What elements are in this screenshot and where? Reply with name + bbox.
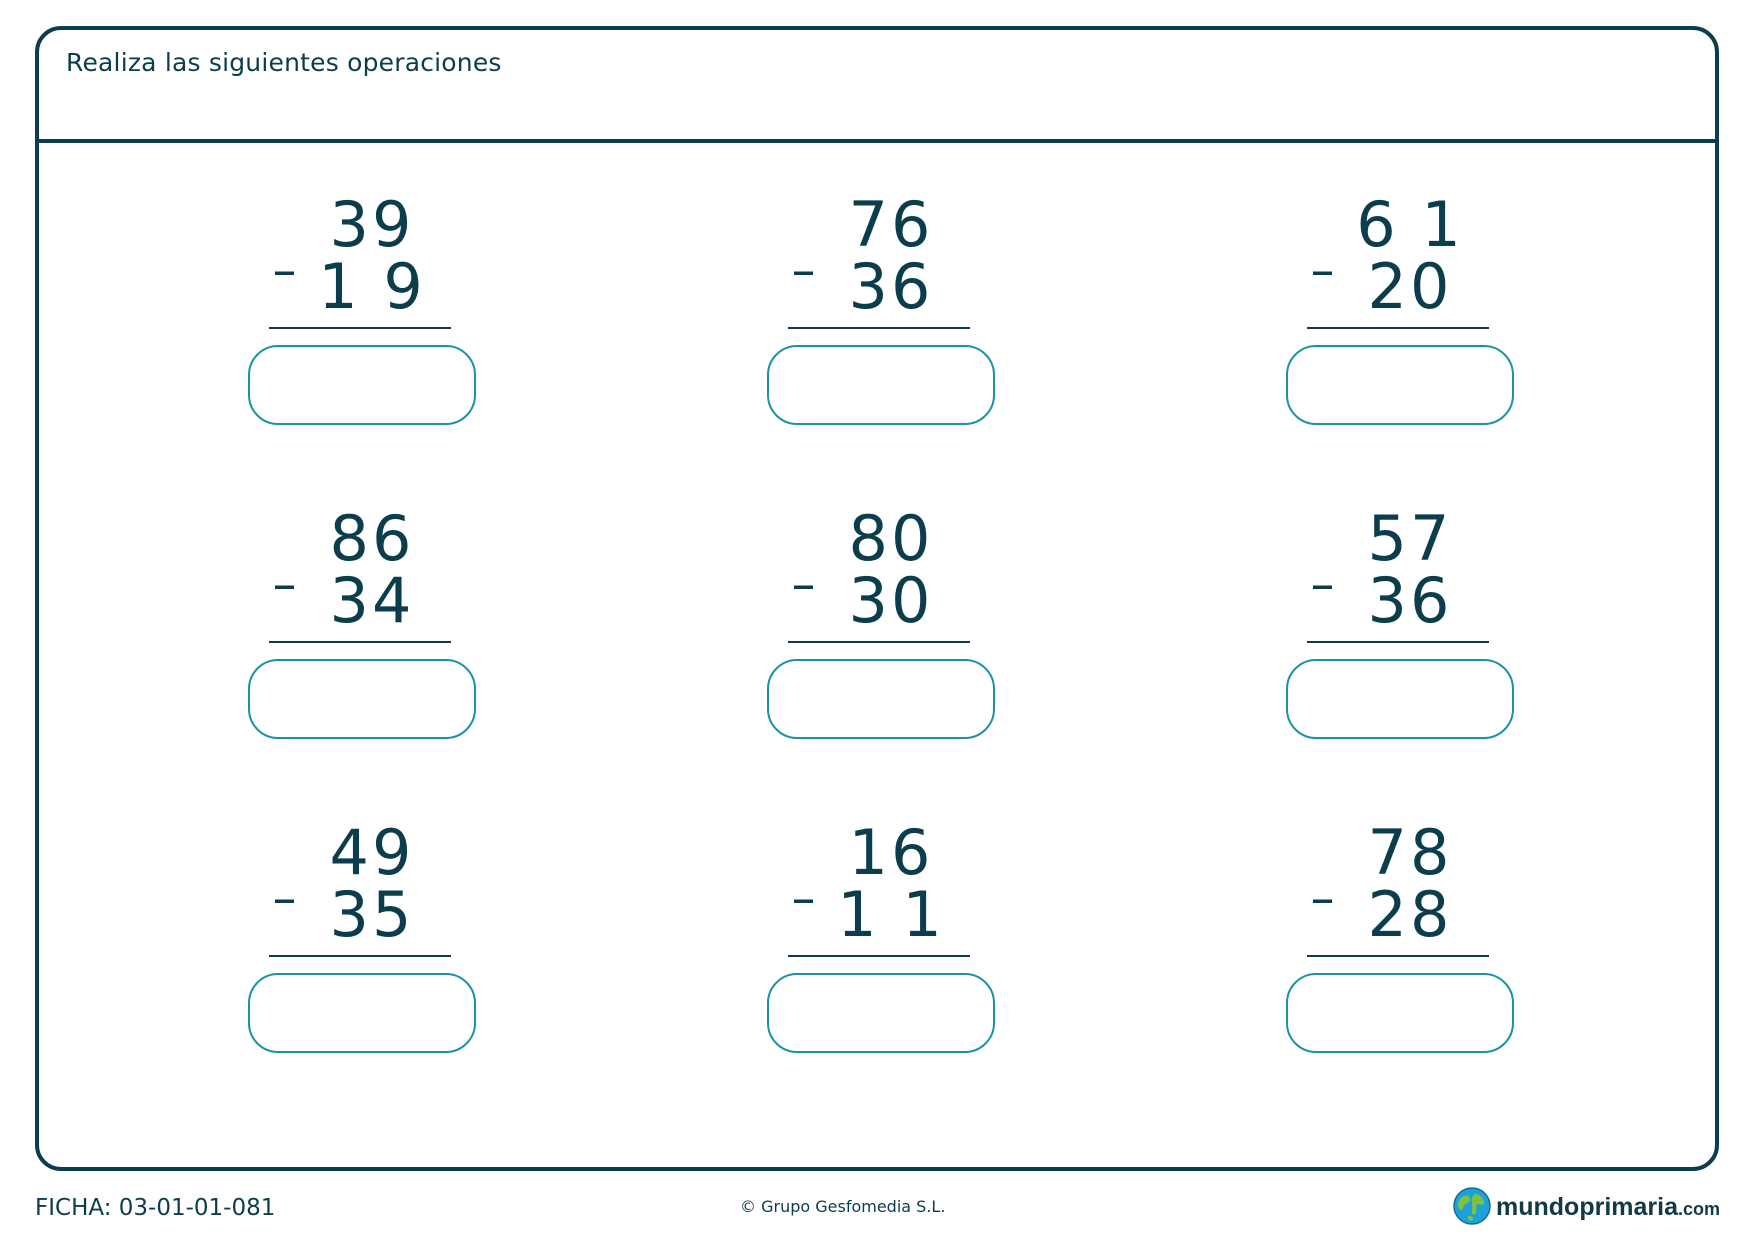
subtraction-problem [251, 502, 511, 748]
subtraction-problem [770, 188, 1030, 434]
minuend: 39 [329, 188, 415, 261]
subtraction-problem [1289, 188, 1549, 434]
minus-sign: _ [794, 859, 813, 903]
subtraction-problem [251, 816, 511, 1062]
subtraction-problem [251, 188, 511, 434]
minuend: 16 [848, 816, 934, 889]
minuend: 57 [1367, 502, 1453, 575]
result-line [788, 955, 970, 957]
subtrahend: 35 [329, 878, 415, 951]
minuend: 80 [848, 502, 934, 575]
problems-grid [39, 30, 1715, 1167]
subtraction-problem [1289, 502, 1549, 748]
minus-sign: _ [794, 545, 813, 589]
minus-sign: _ [275, 545, 294, 589]
worksheet-frame [35, 26, 1719, 1171]
minus-sign: _ [1313, 545, 1332, 589]
minus-sign: _ [275, 859, 294, 903]
result-line [1307, 641, 1489, 643]
page-footer [0, 1180, 1754, 1240]
answer-box[interactable] [767, 973, 995, 1053]
subtrahend: 1 9 [318, 250, 426, 323]
subtraction-problem [1289, 816, 1549, 1062]
result-line [788, 327, 970, 329]
minus-sign: _ [275, 231, 294, 275]
answer-box[interactable] [767, 659, 995, 739]
answer-box[interactable] [248, 659, 476, 739]
minuend: 86 [329, 502, 415, 575]
answer-box[interactable] [248, 973, 476, 1053]
answer-box[interactable] [1286, 345, 1514, 425]
copyright-notice: © Grupo Gesfomedia S.L. [740, 1197, 946, 1216]
minuend: 76 [848, 188, 934, 261]
subtrahend: 36 [848, 250, 934, 323]
answer-box[interactable] [248, 345, 476, 425]
minuend: 49 [329, 816, 415, 889]
minus-sign: _ [1313, 231, 1332, 275]
subtrahend: 28 [1367, 878, 1453, 951]
worksheet-code: FICHA: 03-01-01-081 [35, 1195, 276, 1221]
minuend: 6 1 [1356, 188, 1464, 261]
subtrahend: 34 [329, 564, 415, 637]
minuend: 78 [1367, 816, 1453, 889]
subtraction-problem [770, 502, 1030, 748]
minus-sign: _ [1313, 859, 1332, 903]
result-line [269, 955, 451, 957]
subtrahend: 36 [1367, 564, 1453, 637]
subtrahend: 30 [848, 564, 934, 637]
brand-domain: .com [1677, 1199, 1720, 1219]
answer-box[interactable] [767, 345, 995, 425]
instruction-text: Realiza las siguientes operaciones [66, 48, 502, 77]
result-line [788, 641, 970, 643]
result-line [269, 327, 451, 329]
subtrahend: 20 [1367, 250, 1453, 323]
result-line [1307, 955, 1489, 957]
globe-icon [1452, 1186, 1492, 1226]
result-line [269, 641, 451, 643]
brand-name: mundoprimaria [1496, 1193, 1678, 1221]
subtrahend: 1 1 [837, 878, 945, 951]
answer-box[interactable] [1286, 973, 1514, 1053]
subtraction-problem [770, 816, 1030, 1062]
answer-box[interactable] [1286, 659, 1514, 739]
result-line [1307, 327, 1489, 329]
brand-wordmark [1496, 1193, 1720, 1222]
minus-sign: _ [794, 231, 813, 275]
